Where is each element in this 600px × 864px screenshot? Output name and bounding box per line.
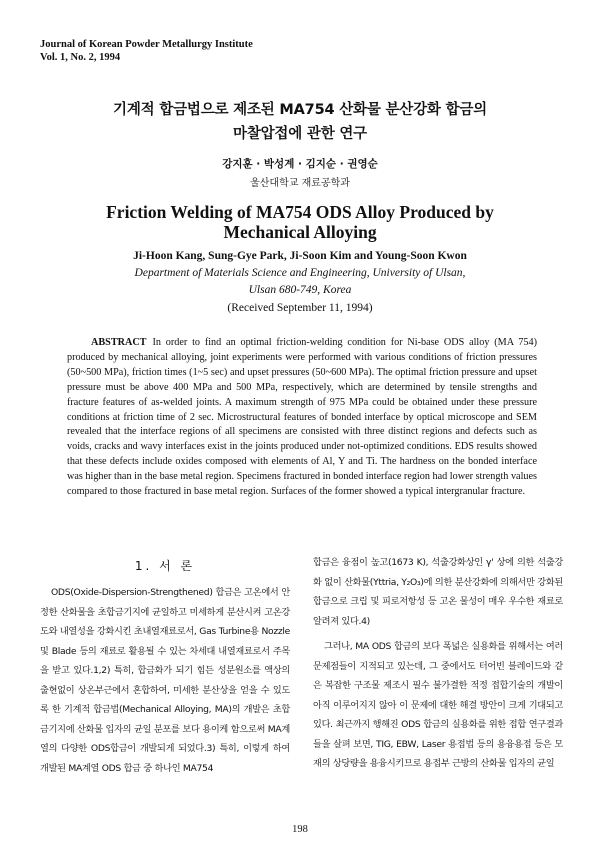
body-paragraph: 그러나, MA ODS 합금의 보다 폭넓은 실용화를 위해서는 여러 문제점들이 지적되고 있는데, 그 중에서도 터어빈 블레이드와 같은 복잡한 구조물 제조시 필수 불가결한 적정 접합기술의 개발이 아직 이루어지지 않아 이 문제에 대한 해결 방안이 크게 기대되고 있다. 최근까지 행해진 ODS 합금의 실용화를 위한 접합 연구결과들을 살펴 보면, TIG, EBW, Laser 용접법 등의 용융용접 등은 모재의 상당량을 용융시키므로 용접부 근방의 산화물 입자의 균일 [313, 641, 563, 769]
english-title-line1: Friction Welding of MA754 ODS Alloy Produced by [106, 202, 494, 222]
korean-affiliation: 울산대학교 재료공학과 [250, 178, 350, 189]
journal-header [40, 38, 253, 64]
journal-name: Journal of Korean Powder Metallurgy Institute [40, 39, 253, 50]
abstract-text: In order to find an optimal friction-welding condition for Ni-base ODS alloy (MA 754) produced by mechanical alloying, joint experiments were performed with various conditions of friction pressures (50~500 MPa), friction times (1~5 sec) and upset pressures (50~600 MPa). The optimal friction pressure and upset pressure must be above 400 MPa and 500 MPa, respectively, which are determined by tensile strengths and fracture features of as-welded joints. A maximum strength of 975 MPa could be obtained under these pressure conditions at friction time of 2 sec. Microstructural features of bonded interface by optical microscope and SEM revealed that the interface regions of all specimens are consisted with three distinct regions and defects such as voids, cracks and wavy interfaces exist in the joints produced under not-optimized conditions. EDS results showed that these defects include oxides composed with elements of Al, Y and Ti. The hardness on the bonded interface was higher than in the base metal region. Specimens fractured in bonded interface region had lower strength values compared to those fractured in base metal region. Surfaces of the former showed a typical intergranular fracture. [67, 337, 537, 498]
english-authors: Ji-Hoon Kang, Sung-Gye Park, Ji-Soon Kim and Young-Soon Kwon [133, 250, 467, 262]
journal-volume: Vol. 1, No. 2, 1994 [40, 52, 121, 63]
section-heading-introduction: 1. 서 론 [134, 559, 196, 573]
body-paragraph: 합금은 융점이 높고(1673 K), 석출강화상인 γ' 상에 의한 석출강화 없이 산화물(Yttria, Y₂O₃)에 의한 분산강화에 의해서만 강화된 합금으로 크립 및 피로저항성 등 고온 물성이 매우 우수한 재료로 알려져 있다.4) [313, 557, 563, 627]
body-column-left [40, 583, 290, 778]
received-date: (Received September 11, 1994) [227, 302, 373, 314]
english-affiliation-line2: Ulsan 680-749, Korea [248, 284, 352, 296]
english-affiliation-line1: Department of Materials Science and Engineering, University of Ulsan, [134, 267, 466, 279]
body-paragraph: ODS(Oxide-Dispersion-Strengthened) 합금은 고온에서 안정한 산화물을 초합금기지에 균일하고 미세하게 분산시켜 고온강도와 내열성을 강화시킨 초내열재료로서, Gas Turbine용 Nozzle 및 Blade 등의 재료로 활용될 수 있는 차세대 내열재료로서 주목을 받고 있다.1,2) 특히, 합금화가 되기 힘든 성분원소를 액상의 출현없이 상온부근에서 혼합하여, 미세한 분산상을 얻을 수 있도록 한 기계적 합금법(Mechanical Alloying, MA)의 개발은 초합금기지에 산화물 입자의 균일 분포를 보다 용이케 함으로써 MA계열의 다양한 ODS합금이 개발되게 되었다.3) 특히, 이렇게 하여 개발된 MA계열 ODS 합금 중 하나인 MA754 [40, 587, 290, 774]
english-title-line2: Mechanical Alloying [223, 222, 377, 242]
korean-title-line1: 기계적 합금법으로 제조된 MA754 산화물 분산강화 합금의 [113, 102, 487, 118]
korean-title-line2: 마찰압접에 관한 연구 [233, 126, 367, 142]
abstract [67, 336, 537, 500]
korean-authors: 강지훈 · 박성계 · 김지순 · 권영순 [222, 158, 378, 170]
page-number: 198 [292, 824, 308, 835]
body-column-right [313, 553, 563, 774]
abstract-label: ABSTRACT [91, 337, 147, 348]
